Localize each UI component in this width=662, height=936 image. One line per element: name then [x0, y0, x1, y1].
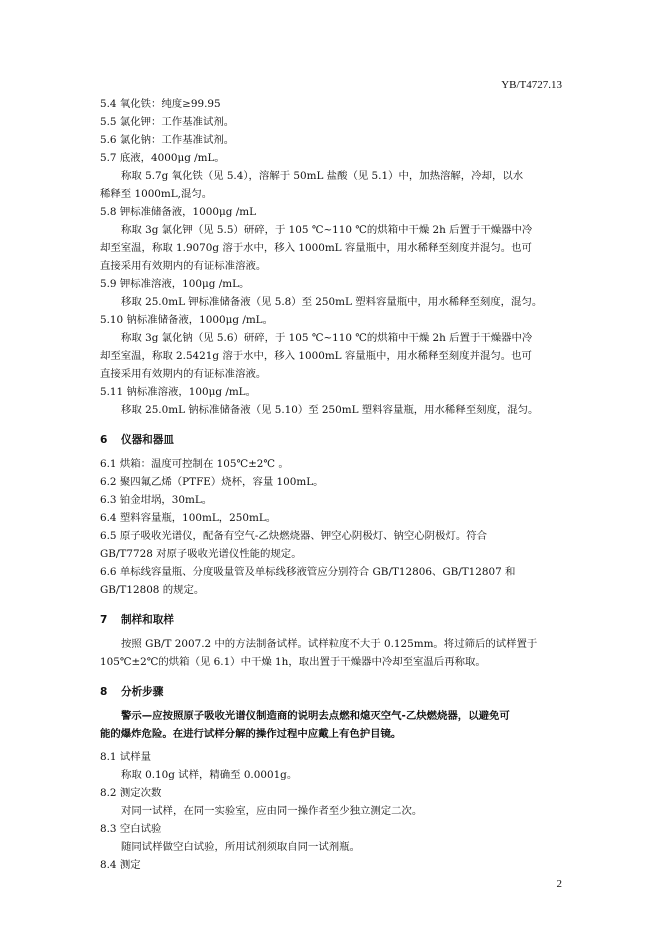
item-5-10-text: 却至室温，称取 2.5421g 溶于水中，移入 1000mL 容量瓶中，用水稀释至刻度并混匀。也可 — [100, 350, 532, 362]
item-8-4: 8.4 测定 — [100, 859, 141, 871]
document-body — [100, 95, 562, 874]
section-8-number: 8 — [100, 686, 108, 698]
item-8-2: 8.2 测定次数 — [100, 787, 162, 799]
item-5-7: 5.7 底液，4000μg /mL。 — [100, 152, 225, 164]
item-5-4: 5.4 氧化铁：纯度≥99.95 — [100, 98, 221, 110]
page-number: 2 — [556, 878, 562, 890]
item-6-2: 6.2 聚四氟乙烯（PTFE）烧杯，容量 100mL。 — [100, 476, 324, 488]
section-7-text: 按照 GB/T 2007.2 中的方法制备试样。试样粒度不大于 0.125mm。将过筛后的试样置于 — [121, 638, 538, 650]
item-5-8-text: 直接采用有效期内的有证标准溶液。 — [100, 260, 267, 272]
item-6-6: GB/T12808 的规定。 — [100, 584, 205, 596]
section-6-number: 6 — [100, 434, 108, 446]
item-6-5: GB/T7728 对原子吸收光谱仪性能的规定。 — [100, 548, 302, 560]
item-5-7-text: 称取 5.7g 氧化铁（见 5.4），溶解于 50mL 盐酸（见 5.1）中，加热溶解，冷却，以水 — [121, 170, 524, 182]
item-8-3-text: 随同试样做空白试验，所用试剂须取自同一试剂瓶。 — [121, 841, 360, 853]
warning-text: 能的爆炸危险。在进行试样分解的操作过程中应戴上有色护目镜。 — [100, 728, 402, 740]
section-6-title: 仪器和器皿 — [121, 434, 174, 446]
section-7-title: 制样和取样 — [121, 614, 174, 626]
item-5-8: 5.8 钾标准储备液，1000μg /mL — [100, 206, 256, 218]
item-8-2-text: 对同一试样，在同一实验室，应由同一操作者至少独立测定二次。 — [121, 805, 423, 817]
item-8-3: 8.3 空白试验 — [100, 823, 162, 835]
item-5-7-text: 稀释至 1000mL,混匀。 — [100, 188, 213, 200]
item-5-6: 5.6 氯化钠：工作基准试剂。 — [100, 134, 235, 146]
section-8-title: 分析步骤 — [121, 686, 164, 698]
item-8-1-text: 称取 0.10g 试样，精确至 0.0001g。 — [121, 769, 298, 781]
item-6-1: 6.1 烘箱：温度可控制在 105℃±2℃ 。 — [100, 458, 289, 470]
item-5-10: 5.10 钠标准储备液，1000μg /mL。 — [100, 314, 273, 326]
item-6-3: 6.3 铂金坩埚，30mL。 — [100, 494, 213, 506]
section-7-number: 7 — [100, 614, 108, 626]
section-6-heading — [100, 431, 562, 449]
standard-code: YB/T4727.13 — [501, 79, 562, 91]
section-7-heading — [100, 611, 562, 629]
item-5-9: 5.9 钾标准溶液，100μg /mL。 — [100, 278, 250, 290]
item-5-8-text: 称取 3g 氯化钾（见 5.5）研碎，于 105 ℃~110 ℃的烘箱中干燥 2h 后置于干燥器中冷 — [121, 224, 533, 236]
item-8-1: 8.1 试样量 — [100, 751, 151, 763]
item-5-5: 5.5 氯化钾：工作基准试剂。 — [100, 116, 235, 128]
item-6-5: 6.5 原子吸收光谱仪，配备有空气-乙炔燃烧器、钾空心阴极灯、钠空心阴极灯。符合 — [100, 530, 488, 542]
section-8-heading — [100, 683, 562, 701]
item-5-11-text: 移取 25.0mL 钠标准储备液（见 5.10）至 250mL 塑料容量瓶，用水稀释至刻度，混匀。 — [121, 404, 539, 416]
item-5-10-text: 称取 3g 氯化钠（见 5.6）研碎，于 105 ℃~110 ℃的烘箱中干燥 2h 后置于干燥器中冷 — [121, 332, 533, 344]
item-5-8-text: 却至室温，称取 1.9070g 溶于水中，移入 1000mL 容量瓶中，用水稀释至刻度并混匀。也可 — [100, 242, 532, 254]
item-5-11: 5.11 钠标准溶液，100μg /mL。 — [100, 386, 256, 398]
item-5-10-text: 直接采用有效期内的有证标准溶液。 — [100, 368, 267, 380]
item-5-9-text: 移取 25.0mL 钾标准储备液（见 5.8）至 250mL 塑料容量瓶中，用水稀释至刻度，混匀。 — [121, 296, 543, 308]
item-6-6: 6.6 单标线容量瓶、分度吸量管及单标线移液管应分别符合 GB/T12806、GB/T12807 和 — [100, 566, 516, 578]
warning-text: 警示—应按照原子吸收光谱仪制造商的说明去点燃和熄灭空气-乙炔燃烧器，以避免可 — [121, 710, 510, 722]
item-6-4: 6.4 塑料容量瓶，100mL，250mL。 — [100, 512, 277, 524]
section-7-text: 105℃±2℃的烘箱（见 6.1）中干燥 1h，取出置于干燥器中冷却至室温后再称取。 — [100, 656, 486, 668]
